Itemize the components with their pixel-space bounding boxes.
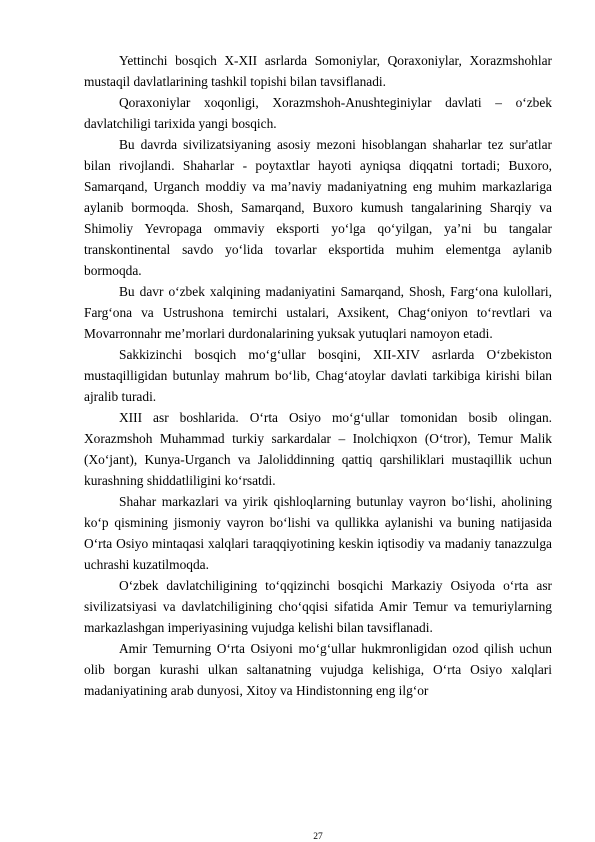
paragraph-seventh-stage: Yettinchi bosqich X-XII asrlarda Somoniylar, Qoraxoniylar, Xorazmshohlar mustaqil davlatlarining tashkil topishi bilan tavsiflanadi.: [84, 53, 552, 89]
paragraph-mongol-conquest: XIII asr boshlarida. O‘rta Osiyo mo‘g‘ullar tomonidan bosib olingan. Xorazmshoh Muhammad turkiy sarkardalar – Inolchiqxon (O‘tror), Temur Malik (Xo‘jant), Kunya-Urganch va Jaloliddinning qattiq qarshiliklari mustaqillik uchun kurashning shiddatliligini ko‘rsatdi.: [84, 410, 552, 488]
paragraph-eighth-stage: Sakkizinchi bosqich mo‘g‘ullar bosqini, XII-XIV asrlarda O‘zbekiston mustaqilligidan butunlay mahrum bo‘lib, Chag‘atoylar davlati tarkibiga kirishi bilan ajralib turadi.: [84, 347, 552, 404]
paragraph-ninth-stage: O‘zbek davlatchiligining to‘qqizinchi bosqichi Markaziy Osiyoda o‘rta asr sivilizatsiyasi va davlatchiligining cho‘qqisi sifatida Amir Temur va temuriylarning markazlashgan imperiyasining vujudga kelishi bilan tavsiflanadi.: [84, 578, 552, 635]
document-body: [84, 50, 552, 701]
paragraph-qoraxoniylar: Qoraxoniylar xoqonligi, Xorazmshoh-Anushteginiylar davlati – o‘zbek davlatchiligi tarixida yangi bosqich.: [84, 95, 552, 131]
paragraph-amir-temur: Amir Temurning O‘rta Osiyoni mo‘g‘ullar hukmronligidan ozod qilish uchun olib borgan kurashi ulkan saltanatning vujudga kelishiga, O‘rta Osiyo xalqlari madaniyatining arab dunyosi, Xitoy va Hindistonning eng ilg‘or: [84, 641, 552, 698]
paragraph-culture: Bu davr o‘zbek xalqining madaniyatini Samarqand, Shosh, Farg‘ona kulollari, Farg‘ona va Ustrushona temirchi ustalari, Axsikent, Chag‘oniyon to‘revtlari va Movarronnahr me’morlari durdonalarining yuksak yutuqlari namoyon etadi.: [84, 284, 552, 341]
page-number: 27: [313, 832, 323, 842]
paragraph-cities: Bu davrda sivilizatsiyaning asosiy mezoni hisoblangan shaharlar tez sur'atlar bilan rivojlandi. Shaharlar - poytaxtlar hayoti ayniqsa diqqatni tortadi; Buxoro, Samarqand, Urganch moddiy va ma’naviy madaniyatning eng muhim markazlariga aylanib bormoqda. Shosh, Samarqand, Buxoro kumush tangalarining Sharqiy va Shimoliy Yevropaga ommaviy eksporti yo‘lga qo‘yilgan, ya’ni bu tangalar transkontinental savdo yo‘lida tovarlar eksportida muhim elementga aylanib bormoqda.: [84, 137, 552, 278]
document-page: [84, 0, 552, 842]
paragraph-decline: Shahar markazlari va yirik qishloqlarning butunlay vayron bo‘lishi, aholining ko‘p qismining jismoniy vayron bo‘lishi va qullikka aylanishi va buning natijasida O‘rta Osiyo mintaqasi xalqlari taraqqiyotining keskin iqtisodiy va madaniy tanazzulga uchrashi kuzatilmoqda.: [84, 494, 552, 572]
